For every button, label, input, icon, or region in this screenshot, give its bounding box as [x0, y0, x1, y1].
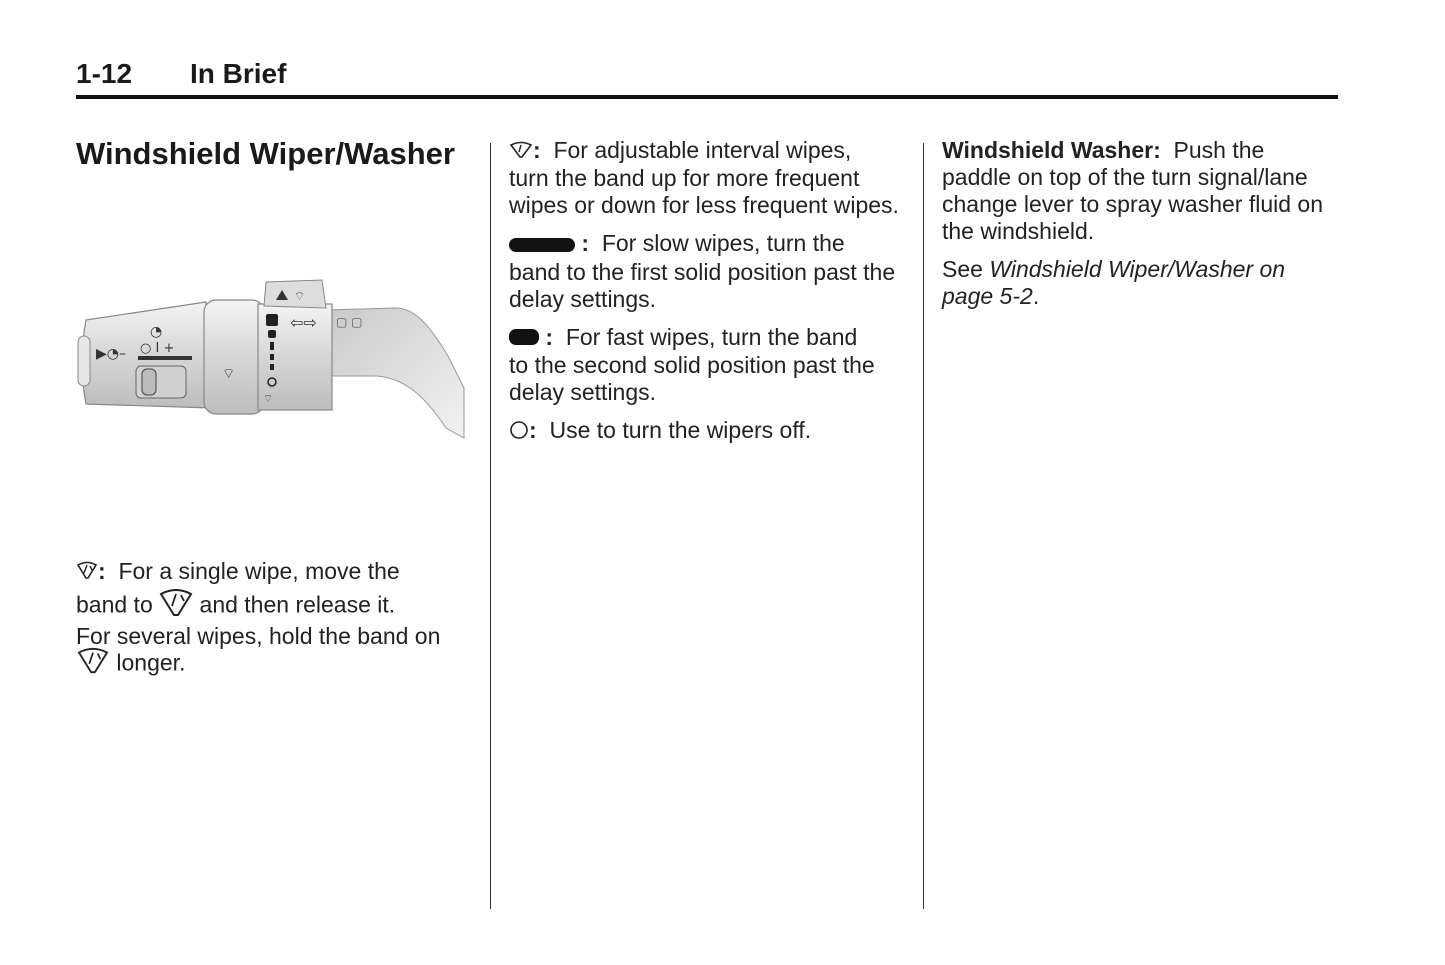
page-title: Windshield Wiper/Washer	[76, 136, 455, 171]
svg-text:⇦⇨: ⇦⇨	[290, 313, 317, 332]
mist-line-2b: and then release it.	[199, 591, 396, 618]
mist-line-1: For a single wipe, move the	[118, 558, 400, 584]
wiper-off-icon	[509, 419, 529, 446]
column-2	[509, 137, 909, 457]
page-number: 1-12	[76, 58, 133, 89]
mist-description: : For a single wipe, move the band to and then release it. For several wipes, hold the band on longer.	[76, 556, 476, 682]
cross-reference-link[interactable]: Windshield Wiper/Washer on page 5-2	[942, 256, 1286, 309]
wiper-mist-icon-large-2	[76, 647, 110, 682]
wiper-lever-illustration	[76, 278, 466, 448]
svg-text:⌔: ⌔	[222, 366, 236, 382]
see-reference-paragraph: See Windshield Wiper/Washer on page 5-2.	[942, 256, 1286, 309]
column-divider-1	[490, 143, 491, 909]
wiper-mist-icon-large	[159, 588, 193, 625]
svg-text:⌔: ⌔	[294, 289, 306, 303]
section-title: In Brief	[190, 58, 287, 89]
column-1	[76, 136, 476, 172]
svg-text:⌔: ⌔	[263, 392, 274, 405]
svg-text:◔: ◔	[150, 324, 163, 340]
wiper-slow-icon	[509, 232, 575, 259]
washer-label: Windshield Washer:	[942, 137, 1161, 163]
wiper-interval-icon	[509, 138, 533, 165]
svg-text:○ I +: ○ I +	[140, 341, 175, 356]
header-rule	[76, 95, 1338, 99]
page-header	[76, 58, 1338, 98]
mist-line-2a: band to	[76, 591, 153, 618]
wiper-fast-icon	[509, 325, 539, 352]
mist-line-4: longer.	[116, 649, 186, 676]
interval-paragraph: : For adjustable interval wipes, turn the band up for more frequent wipes or down for less frequent wipes.	[509, 137, 899, 219]
column-divider-2	[923, 143, 924, 909]
slow-paragraph: : For slow wipes, turn the band to the first solid position past the delay settings.	[509, 230, 896, 312]
washer-paragraph: Windshield Washer: Push the paddle on top of the turn signal/lane change lever to spray washer fluid on the windshield.	[942, 137, 1323, 244]
fast-paragraph: : For fast wipes, turn the band to the second solid position past the delay settings.	[509, 323, 875, 406]
mist-line-3: For several wipes, hold the band on	[76, 622, 441, 649]
column-3	[942, 137, 1342, 321]
off-paragraph: : Use to turn the wipers off.	[509, 417, 909, 445]
svg-text:▶◔–: ▶◔–	[96, 346, 126, 362]
svg-text:▢ ▢: ▢ ▢	[336, 315, 363, 329]
wiper-mist-icon	[76, 558, 98, 588]
